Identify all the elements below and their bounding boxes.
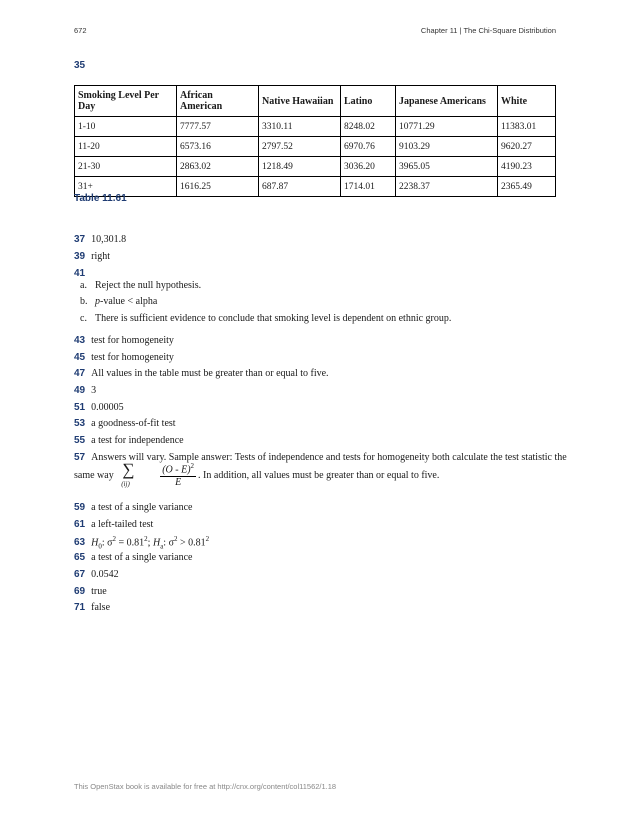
answer-65 — [74, 552, 192, 563]
table-cell: 9620.27 — [498, 137, 556, 157]
answer-text: a test for independence — [91, 435, 184, 446]
answer-number: 43 — [74, 335, 86, 346]
table-cell: 8248.02 — [341, 117, 396, 137]
table-row — [75, 137, 556, 157]
table-row — [75, 117, 556, 137]
answer-text: 0.0542 — [91, 569, 119, 580]
column-header: Japanese Americans — [396, 86, 498, 117]
table-header-row — [75, 86, 556, 117]
answer-53 — [74, 418, 176, 429]
table-cell: 2365.49 — [498, 177, 556, 197]
answer-text: 3 — [91, 385, 97, 396]
table-cell: 9103.29 — [396, 137, 498, 157]
answer-number: 39 — [74, 251, 86, 262]
answer-63: 63 $H_0$: $\sigma^2 = 0.81^2$; $H_a$: $\sigma^2 > 0.81^2$ — [74, 535, 210, 551]
answer-37 — [74, 234, 126, 245]
item-label: a. — [80, 280, 87, 291]
formula-numerator: (O - E)$^2$ — [162, 462, 195, 476]
item-text: Reject the null hypothesis. — [95, 280, 202, 291]
table-cell: 2238.37 — [396, 177, 498, 197]
column-header: Native Hawaiian — [259, 86, 341, 117]
h0-symbol: H — [91, 537, 99, 549]
table-cell: 687.87 — [259, 177, 341, 197]
answer-69 — [74, 586, 107, 597]
table-cell: 6970.76 — [341, 137, 396, 157]
summation-index: (ij) — [121, 480, 130, 488]
p-variable: p — [95, 296, 100, 307]
answer-55 — [74, 435, 184, 446]
answer-number: 45 — [74, 352, 86, 363]
item-text: -value < alpha — [100, 296, 158, 307]
formula-denominator: E — [175, 476, 182, 488]
table-cell: 1714.01 — [341, 177, 396, 197]
answer-text: . In addition, all values must be greater than or equal to five. — [198, 469, 440, 481]
answer-57-line-2 — [74, 460, 439, 494]
column-header: African American — [177, 86, 259, 117]
answer-47 — [74, 368, 329, 379]
answer-text: a goodness-of-fit test — [91, 418, 176, 429]
page-number: 672 — [74, 26, 87, 35]
answer-text: a test of a single variance — [91, 552, 193, 563]
answer-number: 47 — [74, 368, 86, 379]
answer-text: test for homogeneity — [91, 335, 174, 346]
answer-number: 37 — [74, 234, 86, 245]
answer-text: All values in the table must be greater than or equal to five. — [91, 368, 329, 379]
running-header: Chapter 11 | The Chi-Square Distribution — [420, 26, 556, 35]
table-cell: 6573.16 — [177, 137, 259, 157]
answer-text: same way — [74, 469, 114, 481]
item-text: There is sufficient evidence to conclude that smoking level is dependent on ethnic group. — [95, 313, 452, 324]
table-cell: 31+ — [75, 177, 177, 197]
answer-number: 71 — [74, 602, 86, 613]
answer-number: 67 — [74, 569, 86, 580]
answer-text: Answers will vary. Sample answer: Tests of independence and tests for homogeneity both calculate the test statistic the — [91, 452, 567, 463]
answer-41-item-a — [80, 280, 201, 291]
exercise-number-35: 35 — [74, 60, 86, 71]
table-cell: 3965.05 — [396, 157, 498, 177]
answer-67 — [74, 569, 119, 580]
answer-43 — [74, 335, 174, 346]
table-row — [75, 157, 556, 177]
answer-59 — [74, 502, 192, 513]
answer-51 — [74, 402, 124, 413]
column-header: White — [498, 86, 556, 117]
item-label: b. — [80, 296, 88, 307]
answer-61 — [74, 519, 153, 530]
answer-text: true — [91, 586, 107, 597]
smoking-level-table — [74, 85, 556, 197]
answer-text: 10,301.8 — [91, 234, 127, 245]
table-cell: 3310.11 — [259, 117, 341, 137]
table-cell: 11383.01 — [498, 117, 556, 137]
answer-text: false — [91, 602, 111, 613]
answer-text: test for homogeneity — [91, 352, 174, 363]
table-cell: 7777.57 — [177, 117, 259, 137]
table-cell: 2863.02 — [177, 157, 259, 177]
table-cell: 2797.52 — [259, 137, 341, 157]
table-cell: 10771.29 — [396, 117, 498, 137]
answer-number: 53 — [74, 418, 86, 429]
answer-number: 55 — [74, 435, 86, 446]
answer-number: 57 — [74, 452, 86, 463]
answer-text: right — [91, 251, 111, 262]
answer-71 — [74, 602, 110, 613]
table-row — [75, 177, 556, 197]
answer-number: 69 — [74, 586, 86, 597]
column-header: Smoking Level Per Day — [75, 86, 177, 117]
column-header: Latino — [341, 86, 396, 117]
answer-number: 41 — [74, 268, 86, 279]
answer-49 — [74, 385, 96, 396]
table-cell: 4190.23 — [498, 157, 556, 177]
table-cell: 1-10 — [75, 117, 177, 137]
summation-symbol: ∑ — [122, 460, 135, 479]
answer-text: 0.00005 — [91, 402, 124, 413]
answer-number: 65 — [74, 552, 86, 563]
chi-square-formula — [118, 460, 158, 490]
answer-39 — [74, 251, 110, 262]
page-footer: This OpenStax book is available for free at http://cnx.org/content/col11562/1.18 — [74, 782, 337, 791]
formula-fraction — [160, 462, 196, 487]
item-label: c. — [80, 313, 87, 324]
table-caption: Table 11.61 — [74, 193, 127, 204]
table-cell: 11-20 — [75, 137, 177, 157]
table-cell: 1616.25 — [177, 177, 259, 197]
answer-number: 59 — [74, 502, 86, 513]
table-cell: 1218.49 — [259, 157, 341, 177]
answer-41-item-b — [80, 296, 157, 307]
ha-symbol: H — [152, 537, 161, 549]
table-cell: 21-30 — [75, 157, 177, 177]
answer-number: 51 — [74, 402, 86, 413]
answer-text: a test of a single variance — [91, 502, 193, 513]
answer-41-item-c — [80, 313, 451, 324]
answer-41 — [74, 268, 91, 279]
answer-45 — [74, 352, 174, 363]
answer-number: 63 — [74, 537, 86, 549]
answer-number: 49 — [74, 385, 86, 396]
answer-number: 61 — [74, 519, 86, 530]
table-cell: 3036.20 — [341, 157, 396, 177]
answer-text: a left-tailed test — [91, 519, 154, 530]
